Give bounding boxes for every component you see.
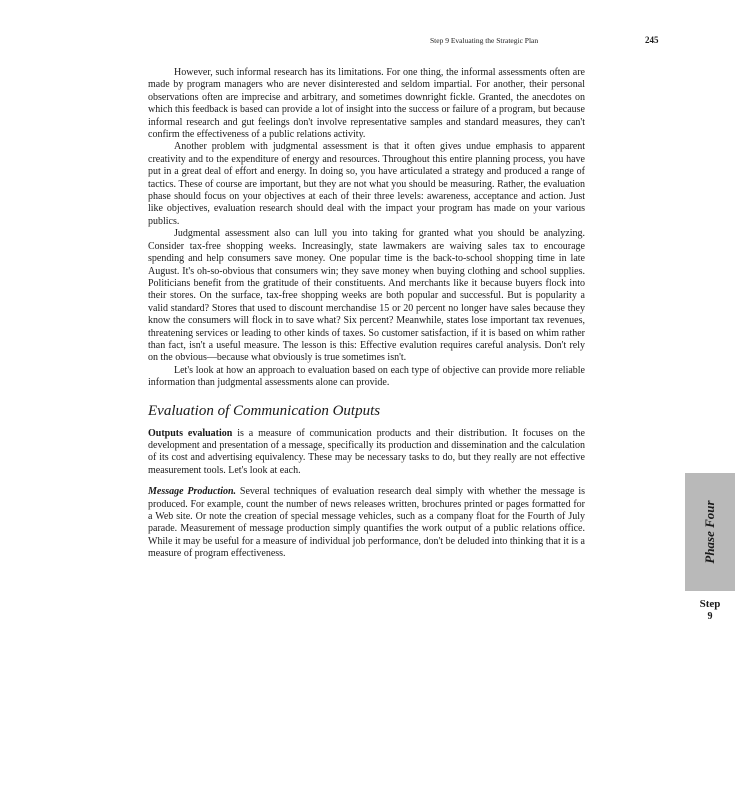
outputs-evaluation-text: is a measure of communication products and their distribution. It focuses on the development and presentation of a message, specifically its production and dissemination and the calculation of its cost and advertising equivalency. These may be necessary tasks to do, but they really are not effective measurement tools. Let's look at each. — [148, 427, 586, 476]
phase-tab — [685, 473, 735, 591]
paragraph-message-production — [148, 486, 585, 560]
outputs-evaluation-term: Outputs evaluation — [148, 427, 233, 439]
page-number: 245 — [645, 35, 659, 45]
phase-label: Phase Four — [702, 500, 717, 564]
paragraph-informal-research: However, such informal research has its limitations. For one thing, the informal assessments often are made by program managers who are never disinterested and seldom impartial. For another, their personal observations often are imprecise and arbitrary, and sometimes downright fickle. Granted, the anecdotes on which this feedback is based can provide a lot of insight into the success or failure of a program, but because informal research and gut feelings don't involve representative samples and standard measures, they can't confirm the effectiveness of a public relations activity. — [148, 67, 585, 141]
paragraph-judgmental-assessment: Another problem with judgmental assessment is that it often gives undue emphasis to apparent creativity and to the expenditure of energy and resources. Throughout this entire planning process, you have put in a great deal of effort and energy. In doing so, you have articulated a strategy and produced a range of tactics. These of course are important, but they are not what you should be measuring. Rather, the evaluation phase should focus on your objectives at each of their three levels: awareness, acceptance and action. Just like objectives, evaluation research should deal with the impact your program has made on your various publics. — [148, 141, 585, 227]
step-label: Step — [699, 598, 721, 610]
running-head: Step 9 Evaluating the Strategic Plan — [430, 36, 539, 45]
section-heading: Evaluation of Communication Outputs — [148, 402, 381, 419]
message-production-heading: Message Production. — [148, 486, 237, 498]
paragraph-outputs-evaluation — [148, 428, 585, 478]
message-production-text: Several techniques of evaluation research deal simply with whether the message is produced. For example, count the number of news releases written, brochures printed or pages formatted for a Web site. Or note the creation of special message vehicles, such as a company float for the Fourth of July parade. Measurement of message production simply quantifies the work output of a public relations office. While it may be useful for a measure of individual job performance, don't be deluded into thinking that it is a measure of program effectiveness. — [148, 486, 585, 560]
paragraph-tax-free-shopping: Judgmental assessment also can lull you into taking for granted what you should be analyzing. Consider tax-free shopping weeks. Increasingly, state lawmakers are waiving sales tax to encourage spending and help consumers save money. One popular time is the back-to-school shopping time in late August. It's oh-so-obvious that consumers win; they save money when buying clothing and school supplies. Politicians benefit from the gratitude of their constituents. And merchants like it because buyers flock into their stores. On the surface, tax-free shopping weeks are both popular and successful. But is popularity a valid standard? Stores that used to discount merchandise 15 or 20 percent no longer have sales because they know the consumers will flock in to save what? Six percent? Meanwhile, states lose important tax revenues, threatening services or leading to other kinds of taxes. So customer satisfaction, if it is based on whim rather than fact, isn't a useful measure. The lesson is this: Effective evalution requires careful analysis. Don't rely on the obvious—because what obviously is true sometimes isn't. — [148, 228, 585, 364]
step-number: 9 — [707, 611, 713, 622]
body-text — [148, 67, 585, 561]
paragraph-approach-intro: Let's look at how an approach to evaluation based on each type of objective can provide more reliable information than judgmental assessments alone can provide. — [148, 364, 585, 389]
